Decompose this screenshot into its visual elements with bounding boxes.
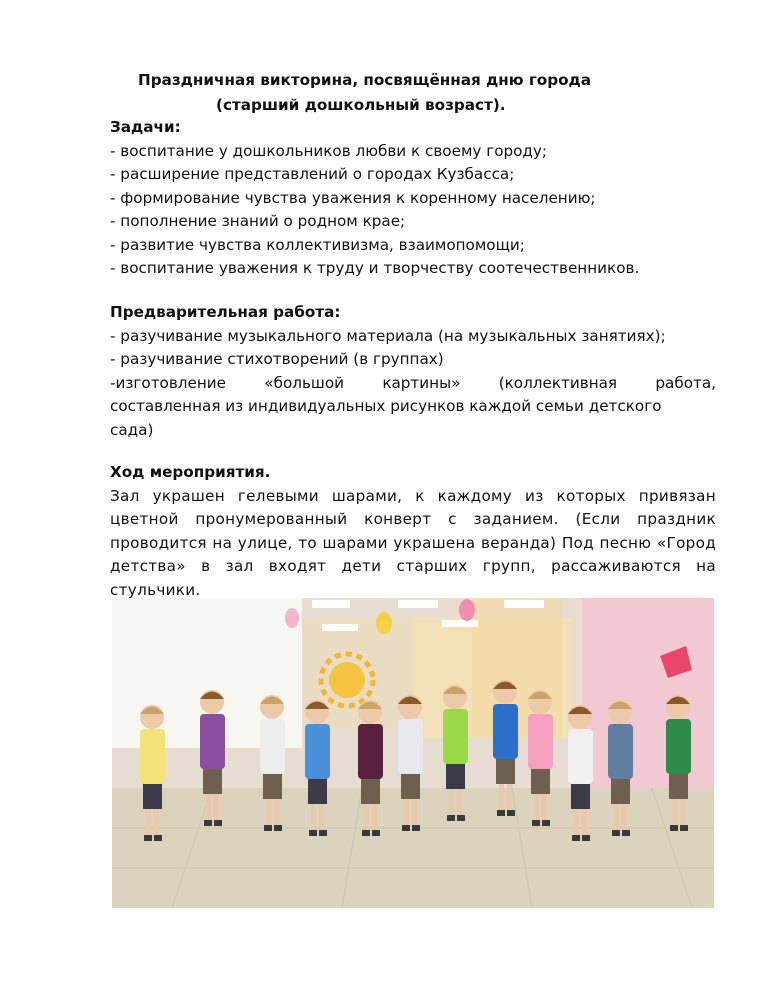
children-photo: [112, 598, 714, 908]
prep-word: работа,: [655, 373, 716, 392]
task-item: - воспитание у дошкольников любви к своему городу;: [110, 141, 548, 160]
task-item: - формирование чувства уважения к коренному населению;: [110, 188, 596, 207]
prep-item-3-line-1: [110, 372, 716, 396]
event-section: [110, 461, 716, 602]
event-paragraph: Зал украшен гелевыми шарами, к каждому из которых привязан цветной пронумерованный конверт с заданием. (Если праздник проводится на улице, то шарами украшена веранда) Под песню «Город детства» в зал входят дети старших групп, рассаживаются на стульчики.: [110, 486, 716, 599]
prep-word: картины»: [382, 373, 461, 392]
tasks-heading: Задачи:: [110, 118, 181, 136]
tasks-section: [110, 116, 716, 281]
document-title: [110, 68, 710, 118]
title-line-2: (старший дошкольный возраст).: [216, 96, 506, 114]
title-line-1: Праздничная викторина, посвящённая дню города: [138, 71, 592, 89]
prep-item-3-line-3: сада): [110, 420, 154, 439]
task-item: - пополнение знаний о родном крае;: [110, 212, 406, 230]
prep-heading: Предварительная работа:: [110, 303, 341, 321]
prep-section: [110, 301, 716, 442]
task-item: - воспитание уважения к труду и творчеству соотечественников.: [110, 259, 640, 277]
prep-word: (коллективная: [498, 373, 618, 392]
event-heading: Ход мероприятия.: [110, 463, 271, 481]
prep-word: -изготовление: [110, 373, 226, 392]
prep-item: - разучивание музыкального материала (на музыкальных занятиях);: [110, 326, 666, 345]
prep-word: «большой: [264, 373, 344, 392]
prep-item: - разучивание стихотворений (в группах): [110, 350, 444, 368]
task-item: - расширение представлений о городах Кузбасса;: [110, 165, 515, 183]
prep-item-3-line-2: составленная из индивидуальных рисунков каждой семьи детского: [110, 397, 662, 415]
task-item: - развитие чувства коллективизма, взаимопомощи;: [110, 235, 525, 254]
